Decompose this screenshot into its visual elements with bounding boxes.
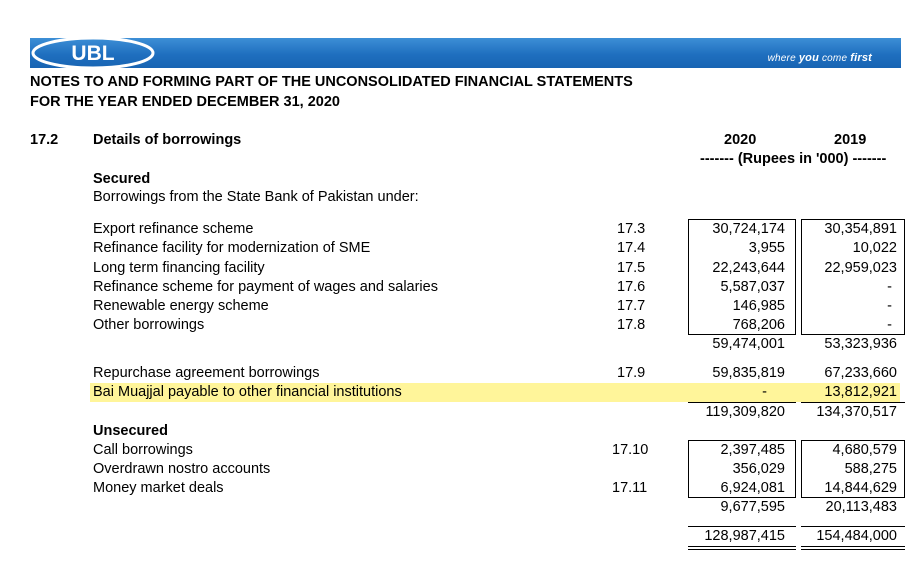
secured-subheading: Borrowings from the State Bank of Pakistan under: — [93, 189, 419, 205]
grand-total-top-rule-2019 — [801, 526, 905, 527]
secured-subtotal-2019: 53,323,936 — [824, 336, 897, 352]
year-2020-header: 2020 — [724, 132, 757, 148]
bai-muajjal-label: Bai Muajjal payable to other financial institutions — [93, 384, 402, 400]
row-note: 17.11 — [612, 480, 648, 496]
repo-2019: 67,233,660 — [824, 365, 897, 381]
row-2020: 2,397,485 — [720, 442, 785, 458]
row-label: Money market deals — [93, 480, 224, 496]
row-2020: 356,029 — [732, 461, 785, 477]
units-label: ------- (Rupees in '000) ------- — [700, 151, 887, 167]
grand-total-top-rule-2020 — [688, 526, 796, 527]
bai-muajjal-2019: 13,812,921 — [824, 384, 897, 400]
row-label: Long term financing facility — [93, 260, 265, 276]
total-rule-2020 — [688, 402, 796, 403]
row-2019: 10,022 — [852, 240, 897, 256]
row-label: Refinance scheme for payment of wages and salaries — [93, 279, 438, 295]
row-note: 17.5 — [617, 260, 646, 276]
section-number: 17.2 — [30, 132, 59, 148]
row-label: Renewable energy scheme — [93, 298, 269, 314]
row-note: 17.7 — [617, 298, 646, 314]
grand-total-2020: 128,987,415 — [704, 528, 785, 544]
grand-total-rule-2020-a — [688, 546, 796, 547]
row-2019: 22,959,023 — [824, 260, 897, 276]
row-2020: 768,206 — [732, 317, 785, 333]
row-2020: 6,924,081 — [720, 480, 785, 496]
ubl-logo — [30, 36, 156, 70]
row-2019: 4,680,579 — [832, 442, 897, 458]
bai-muajjal-2020: - — [762, 384, 767, 400]
grand-total-rule-2019-b — [801, 549, 905, 550]
row-2020: 146,985 — [732, 298, 785, 314]
secured-heading: Secured — [93, 171, 151, 187]
row-note: 17.6 — [617, 279, 646, 295]
unsecured-subtotal-2020: 9,677,595 — [720, 499, 785, 515]
page-title-line1: NOTES TO AND FORMING PART OF THE UNCONSOLIDATED FINANCIAL STATEMENTS — [30, 74, 633, 90]
row-2020: 22,243,644 — [712, 260, 785, 276]
grand-total-rule-2019-a — [801, 546, 905, 547]
secured-total-2020: 119,309,820 — [705, 404, 785, 420]
unsecured-heading: Unsecured — [93, 423, 168, 439]
section-title: Details of borrowings — [93, 132, 242, 148]
grand-total-2019: 154,484,000 — [816, 528, 897, 544]
grand-total-rule-2020-b — [688, 549, 796, 550]
row-label: Other borrowings — [93, 317, 205, 333]
row-note: 17.8 — [617, 317, 646, 333]
row-2019: 588,275 — [844, 461, 897, 477]
secured-total-2019: 134,370,517 — [816, 404, 897, 420]
repo-note: 17.9 — [617, 365, 646, 381]
row-2019: 30,354,891 — [824, 221, 897, 237]
row-note: 17.3 — [617, 221, 646, 237]
secured-subtotal-2020: 59,474,001 — [712, 336, 785, 352]
year-2019-header: 2019 — [834, 132, 867, 148]
row-label: Call borrowings — [93, 442, 193, 458]
row-2019: - — [887, 317, 892, 333]
row-label: Export refinance scheme — [93, 221, 254, 237]
row-label: Overdrawn nostro accounts — [93, 461, 271, 477]
row-2020: 5,587,037 — [720, 279, 785, 295]
row-2019: - — [887, 279, 892, 295]
row-2020: 3,955 — [748, 240, 785, 256]
row-note: 17.4 — [617, 240, 646, 256]
row-label: Refinance facility for modernization of SME — [93, 240, 371, 256]
brand-tagline: where you come first — [767, 52, 872, 64]
row-2019: 14,844,629 — [824, 480, 897, 496]
total-rule-2019 — [801, 402, 905, 403]
row-2019: - — [887, 298, 892, 314]
row-note: 17.10 — [612, 442, 649, 458]
logo-text: UBL — [71, 42, 115, 65]
repo-2020: 59,835,819 — [712, 365, 785, 381]
repo-label: Repurchase agreement borrowings — [93, 365, 320, 381]
unsecured-subtotal-2019: 20,113,483 — [825, 499, 897, 515]
row-2020: 30,724,174 — [712, 221, 785, 237]
page-title-line2: FOR THE YEAR ENDED DECEMBER 31, 2020 — [30, 94, 340, 110]
